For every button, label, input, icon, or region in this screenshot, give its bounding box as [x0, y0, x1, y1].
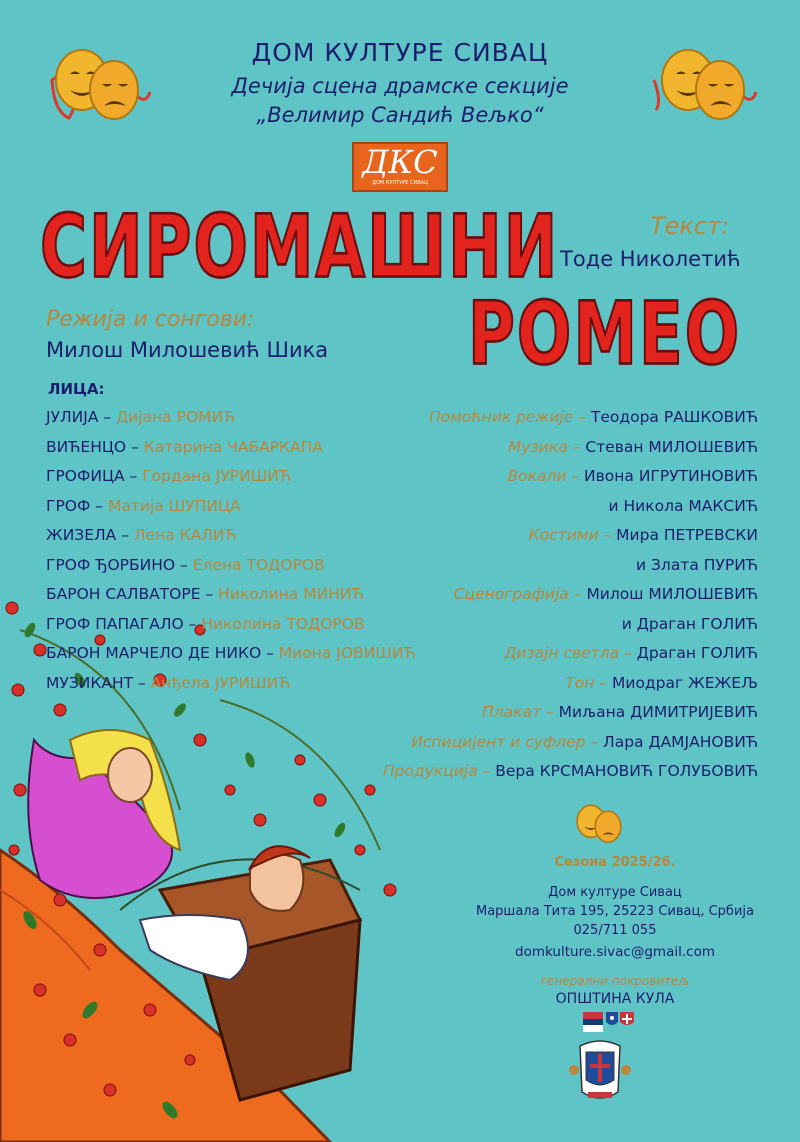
crew-role: Испицијент и суфлер –: [411, 732, 599, 751]
cast-actor: Лена КАЛИЋ: [133, 526, 237, 544]
crew-role: Вокали –: [507, 467, 580, 485]
crew-list: [330, 408, 758, 792]
crew-row: [330, 585, 758, 615]
cast-role: БАРОН САЛВАТОРЕ –: [46, 585, 214, 603]
footer-email: domkulture.sivac@gmail.com: [515, 944, 715, 960]
cast-actor: Дијана РОМИЋ: [116, 408, 236, 426]
logo-text: ДКС: [362, 143, 438, 181]
cast-role: ГРОФ ЂОРБИНО –: [46, 555, 188, 574]
cast-actor: Гордана ЈУРИШИЋ: [142, 467, 292, 485]
cast-role: ЈУЛИЈА –: [46, 408, 112, 426]
crew-name: Теодора РАШКОВИЋ: [590, 408, 758, 426]
stage-subtitle: Дечија сцена драмске секције: [231, 74, 569, 98]
crew-row: [330, 674, 758, 704]
cast-actor: Николина ТОДОРОВ: [201, 614, 365, 633]
crew-row: [330, 556, 758, 586]
logo-subtext: ДОМ КУЛТУРЕ СИВАЦ: [372, 180, 428, 186]
crew-name: и Драган ГОЛИЋ: [621, 614, 758, 633]
stage-name: „Велимир Сандић Вељко“: [256, 103, 544, 127]
emblem-icon: [606, 1012, 618, 1028]
crew-role: Костими –: [528, 526, 612, 544]
crew-name: Миодраг ЖЕЖЕЉ: [612, 673, 758, 692]
crew-row: [330, 733, 758, 763]
text-credit-label: Текст:: [650, 212, 730, 240]
footer-phone: 025/711 055: [573, 923, 657, 938]
crew-name: Милош МИЛОШЕВИЋ: [586, 585, 758, 603]
season-label: Сезона 2025/26.: [554, 855, 676, 870]
dks-logo: [352, 142, 448, 192]
crew-row: [330, 467, 758, 497]
cast-actor: Анђела ЈУРИШИЋ: [150, 673, 291, 692]
cast-heading: ЛИЦА:: [48, 380, 105, 398]
coat-of-arms-icon: [568, 1036, 632, 1104]
crew-row: [330, 497, 758, 527]
cast-role: МУЗИКАНТ –: [46, 673, 146, 692]
cast-role: БАРОН МАРЧЕЛО ДЕ НИКО –: [46, 644, 274, 662]
crew-row: [330, 615, 758, 645]
crew-row: [330, 644, 758, 674]
organization-name: ДОМ КУЛТУРЕ СИВАЦ: [251, 38, 549, 67]
crew-role: Продукција –: [382, 762, 491, 780]
crew-name: Ивона ИГРУТИНОВИЋ: [584, 467, 758, 485]
crew-row: [330, 762, 758, 792]
serbian-flag-icon: [583, 1012, 603, 1032]
crew-role: Музика –: [507, 437, 581, 456]
play-title-line1: СИРОМАШНИ: [40, 198, 560, 298]
crew-role: Сценографија –: [453, 585, 582, 603]
crew-name: Миљана ДИМИТРИЈЕВИЋ: [558, 703, 758, 721]
crew-row: [330, 526, 758, 556]
cast-actor: Николина МИНИЋ: [218, 585, 364, 603]
crew-name: Стеван МИЛОШЕВИЋ: [585, 437, 758, 456]
cast-actor: Матија ШУПИЦА: [107, 496, 241, 515]
crew-role: Тон –: [565, 673, 608, 692]
cast-role: ВИЋЕНЦО –: [46, 437, 139, 456]
crew-role: Плакат –: [482, 703, 554, 721]
cast-role: ЖИЗЕЛА –: [46, 526, 129, 544]
crew-role: Дизајн светла –: [504, 644, 632, 662]
cast-role: ГРОФ –: [46, 496, 104, 515]
direction-credit-label: Режија и сонгови:: [46, 307, 255, 332]
crew-name: Вера КРСМАНОВИЋ ГОЛУБОВИЋ: [495, 762, 758, 780]
cast-role: ГРОФ ПАПАГАЛО –: [46, 614, 197, 633]
crew-name: и Никола МАКСИЋ: [608, 496, 758, 515]
footer-address: Маршала Тита 195, 25223 Сивац, Србија: [476, 904, 754, 919]
crew-role: Помоћник режије –: [429, 408, 586, 426]
text-credit-author: Тоде Николетић: [560, 247, 741, 271]
sponsor-label: генерални покровитељ: [540, 974, 690, 988]
crew-name: Драган ГОЛИЋ: [636, 644, 758, 662]
cast-actor: Елена ТОДОРОВ: [192, 555, 325, 574]
emblem-icon: [620, 1012, 634, 1028]
cast-role: ГРОФИЦА –: [46, 467, 138, 485]
crew-row: [330, 703, 758, 733]
cast-actor: Миона ЈОВИШИЋ: [278, 644, 416, 662]
crew-name: Лара ДАМЈАНОВИЋ: [603, 732, 758, 751]
play-title-line2: РОМЕО: [468, 285, 742, 385]
direction-credit-name: Милош Милошевић Шика: [46, 338, 329, 362]
crew-name: Мира ПЕТРЕВСКИ: [616, 526, 758, 544]
crew-name: и Злата ПУРИЋ: [635, 555, 758, 574]
crew-row: [330, 438, 758, 468]
theatre-masks-icon: [568, 800, 632, 848]
sponsor-name: ОПШТИНА КУЛА: [555, 991, 675, 1007]
cast-actor: Катарина ЧАБАРКАПА: [143, 437, 323, 456]
footer-organization: Дом културе Сивац: [548, 885, 682, 900]
crew-row: [330, 408, 758, 438]
